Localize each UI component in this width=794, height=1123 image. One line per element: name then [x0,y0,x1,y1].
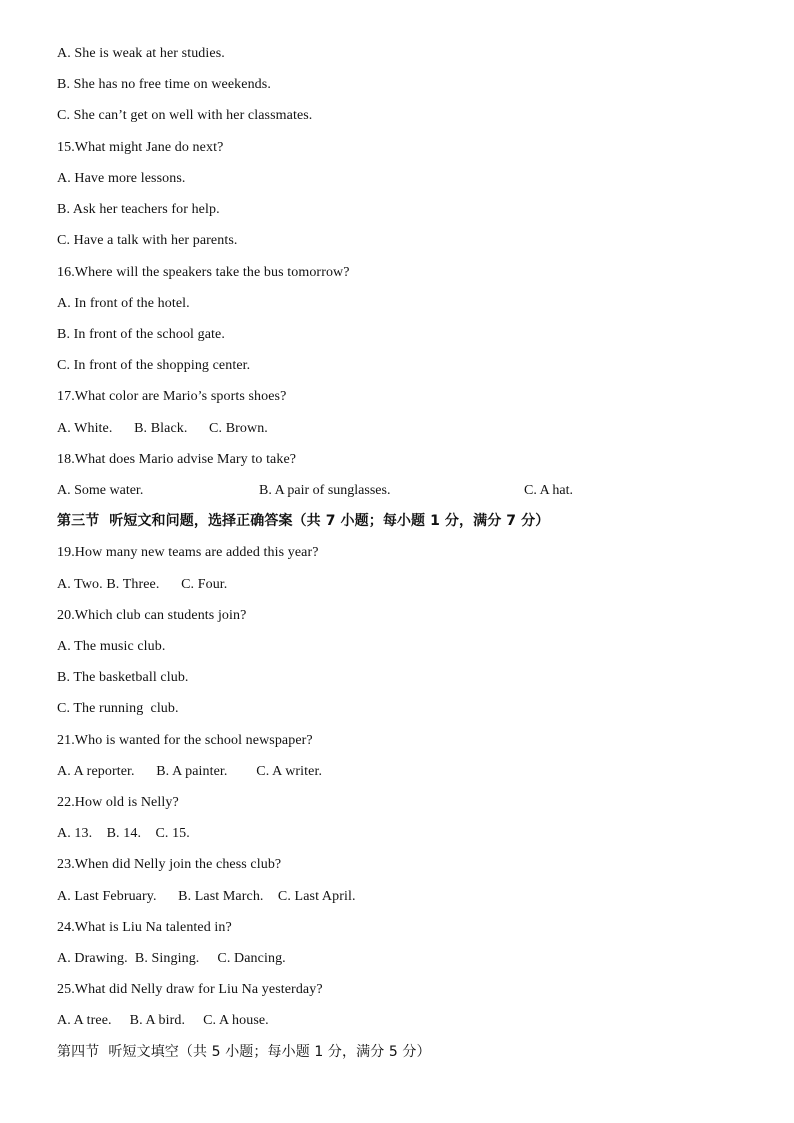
q18-option-b: B. A pair of sunglasses. [259,483,391,498]
q17-options: A. White. B. Black. C. Brown. [57,421,268,436]
question-18: 18.What does Mario advise Mary to take? [57,452,297,467]
q15-option-a: A. Have more lessons. [57,171,186,186]
q21-options: A. A reporter. B. A painter. C. A writer. [57,764,323,779]
question-25: 25.What did Nelly draw for Liu Na yesterday? [57,982,323,997]
q20-option-c: C. The running club. [57,701,179,716]
q24-options: A. Drawing. B. Singing. C. Dancing. [57,951,286,966]
q25-options: A. A tree. B. A bird. C. A house. [57,1013,269,1028]
question-17: 17.What color are Mario’s sports shoes? [57,389,287,404]
question-15: 15.What might Jane do next? [57,140,224,155]
q16-option-c: C. In front of the shopping center. [57,358,251,373]
q20-option-a: A. The music club. [57,639,166,654]
q20-option-b: B. The basketball club. [57,670,189,685]
question-22: 22.How old is Nelly? [57,795,179,810]
q19-options: A. Two. B. Three. C. Four. [57,577,228,592]
q15-option-b: B. Ask her teachers for help. [57,202,220,217]
q14-option-b: B. She has no free time on weekends. [57,77,271,92]
question-20: 20.Which club can students join? [57,608,247,623]
q16-option-b: B. In front of the school gate. [57,327,225,342]
section-4-heading: 第四节 听短文填空（共 5 小题；每小题 1 分，满分 5 分） [57,1044,431,1060]
q18-option-a: A. Some water. [57,483,144,498]
q14-option-a: A. She is weak at her studies. [57,46,225,61]
q18-option-c: C. A hat. [524,483,574,498]
section-3-heading: 第三节 听短文和问题，选择正确答案（共 7 小题；每小题 1 分，满分 7 分） [57,513,550,529]
question-23: 23.When did Nelly join the chess club? [57,857,282,872]
q23-options: A. Last February. B. Last March. C. Last April. [57,889,356,904]
q15-option-c: C. Have a talk with her parents. [57,233,238,248]
q14-option-c: C. She can’t get on well with her classmates. [57,108,313,123]
q22-options: A. 13. B. 14. C. 15. [57,826,190,841]
question-16: 16.Where will the speakers take the bus tomorrow? [57,265,350,280]
question-24: 24.What is Liu Na talented in? [57,920,232,935]
question-19: 19.How many new teams are added this year? [57,545,319,560]
question-21: 21.Who is wanted for the school newspaper? [57,733,313,748]
q16-option-a: A. In front of the hotel. [57,296,190,311]
